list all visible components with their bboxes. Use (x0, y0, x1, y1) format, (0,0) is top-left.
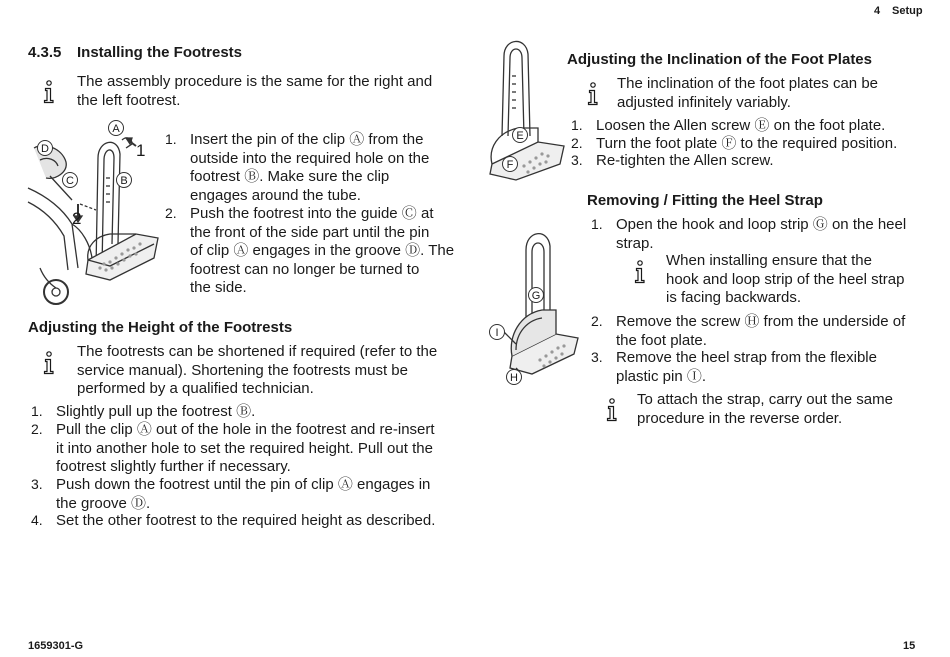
step-number: 3. (591, 349, 603, 365)
chapter-number: 4 (874, 5, 881, 17)
info-note-icon (605, 398, 619, 422)
step-number: 1. (165, 131, 177, 147)
figure-arrow-2-label: 2 (72, 209, 82, 228)
figure-label-b: B (120, 175, 128, 187)
figure-label-a: A (112, 123, 120, 135)
figure-label-f: F (506, 159, 514, 171)
page-number: 15 (903, 640, 916, 652)
step-number: 2. (571, 135, 583, 151)
document-id: 1659301-G (28, 640, 84, 652)
figure-label-g: G (531, 290, 541, 302)
step-number: 2. (591, 313, 603, 329)
heel-strap-attach-note: To attach the strap, carry out the same procedure in the reverse order. (637, 391, 893, 427)
heel-strap-step-2: Remove the screw Ⓗ from the underside of the foot plate. (616, 313, 906, 349)
info-note-icon (42, 351, 56, 375)
info-note-icon (633, 260, 647, 284)
footrest-install-figure (26, 118, 166, 310)
height-step-1: Slightly pull up the footrest Ⓑ. (56, 403, 256, 420)
inclination-step-1: Loosen the Allen screw Ⓔ on the foot plate. (596, 117, 886, 134)
figure-label-i: I (495, 327, 499, 339)
inclination-note: The inclination of the foot plates can be adjusted infinitely variably. (617, 75, 879, 111)
step-number: 2. (31, 421, 43, 437)
inclination-step-2: Turn the foot plate Ⓕ to the required position. (596, 135, 898, 152)
section-heading-heel-strap: Removing / Fitting the Heel Strap (587, 192, 823, 209)
step-number: 2. (165, 205, 177, 221)
heel-strap-install-note: When installing ensure that the hook and loop strip of the heel strap is facing backwards. (666, 252, 905, 306)
step-number: 1. (571, 117, 583, 133)
section-heading-inclination: Adjusting the Inclination of the Foot Plates (567, 51, 872, 68)
heel-strap-step-3: Remove the heel strap from the flexible plastic pin Ⓘ. (616, 349, 877, 385)
height-step-4: Set the other footrest to the required height as described. (56, 512, 436, 529)
section-number: 4.3.5 (28, 44, 62, 61)
foot-plate-inclination-figure (488, 36, 568, 184)
height-note: The footrests can be shortened if required (refer to the service manual). Shortening the footrests must be performed by a qualified technician. (77, 343, 438, 397)
step-number: 3. (571, 152, 583, 168)
heel-strap-step-1: Open the hook and loop strip Ⓖ on the heel strap. (616, 216, 907, 252)
install-step-2: Push the footrest into the guide Ⓒ at the front of the side part until the pin of clip Ⓐ engages in the groove Ⓓ. The footrest can no longer be turned to the side. (190, 205, 455, 296)
info-note-icon (586, 82, 600, 106)
step-number: 1. (591, 216, 603, 232)
step-number: 4. (31, 512, 43, 528)
figure-label-h: H (510, 372, 518, 384)
figure-label-c: C (66, 175, 74, 187)
section-title: Installing the Footrests (77, 44, 243, 61)
height-step-2: Pull the clip Ⓐ out of the hole in the footrest and re-insert it into another hole to set the required height. Pull out the footrest slightly further if necessary. (56, 421, 435, 475)
height-step-3: Push down the footrest until the pin of clip Ⓐ engages in the groove Ⓓ. (56, 476, 431, 512)
install-step-1: Insert the pin of the clip Ⓐ from the outside into the required hole on the footrest Ⓑ. Make sure the clip engages around the tube. (190, 131, 430, 204)
figure-label-d: D (41, 143, 49, 155)
assembly-note: The assembly procedure is the same for the right and the left footrest. (77, 73, 433, 109)
chapter-title: Setup (892, 5, 923, 17)
info-note-icon (42, 80, 56, 104)
figure-label-e: E (516, 130, 524, 142)
step-number: 1. (31, 403, 43, 419)
heel-strap-figure (486, 224, 586, 390)
step-number: 3. (31, 476, 43, 492)
inclination-step-3: Re-tighten the Allen screw. (596, 152, 774, 169)
section-heading-height: Adjusting the Height of the Footrests (28, 319, 293, 336)
figure-arrow-1-label: 1 (136, 141, 146, 160)
